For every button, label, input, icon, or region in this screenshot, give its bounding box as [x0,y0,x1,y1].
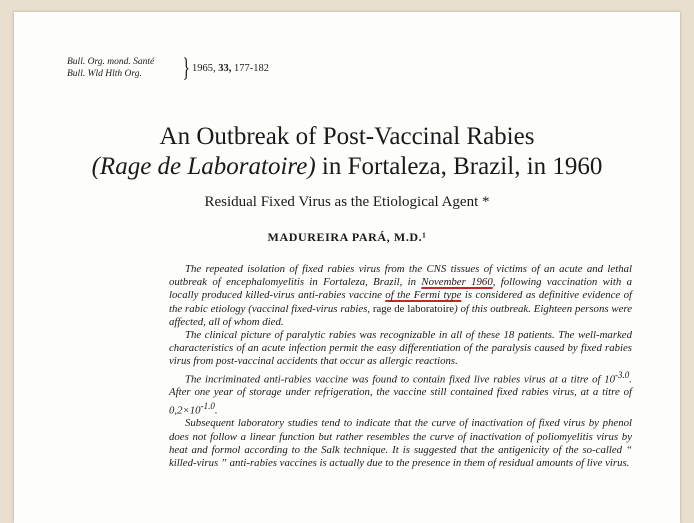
title-rest: in Fortaleza, Brazil, in 1960 [315,153,603,180]
journal-citation [67,56,154,80]
paper-author: MADUREIRA PARÁ, M.D.¹ [267,230,427,244]
paper-page [14,12,680,523]
citation-brace: } [182,53,190,82]
titre-exponent-1: -3.0 [615,369,630,380]
title-line-2 [14,152,680,182]
paper-title [14,122,680,182]
abstract-paragraph-3 [169,369,632,418]
abstract-paragraph-2: The clinical picture of paralytic rabies was recognizable in all of these 18 patients. The well-marked characteristics of an acute infection permit the easy differentiation of the paralysis caused by fixed rabies virus from post-vaccinal accidents that occur as allergic reactions. [169,329,632,368]
abstract-text: The incriminated anti-rabies vaccine was found to contain fixed live rabies virus at a titre of 10 [185,373,616,386]
journal-name-en: Bull. Wld Hlth Org. [67,69,142,79]
abstract-text: , following vaccination with a locally produced killed-virus anti-rabies vaccine [169,276,632,302]
citation-pages: 177-182 [234,63,269,74]
abstract-text: is considered as definitive evidence of the rabic etiology (vaccinal fixed-virus rabies, [169,289,632,315]
citation-year: 1965, [192,63,216,74]
citation-reference [192,63,269,74]
underlined-date: November 1960 [421,276,493,289]
upright-term: rage de laboratoire [372,302,455,315]
abstract-text: . [214,404,218,417]
journal-name-fr: Bull. Org. mond. Santé [67,57,155,67]
abstract-paragraph-1 [169,263,632,329]
titre-exponent-2: -1.0 [200,400,215,411]
underlined-vaccine-type: of the Fermi type [385,289,462,302]
abstract-text: The repeated isolation of fixed rabies virus from the CNS tissues of victims of an acute and lethal outbreak of encephalomyelitis in Fortaleza, Brazil, in [169,263,632,289]
abstract-text: ) of this outbreak. Eighteen persons were affected, all of whom died. [169,302,632,328]
citation-volume: 33, [218,63,232,74]
abstract-text: . After one year of storage under refrigeration, the vaccine still contained fixed rabies virus, at a titre of 0,2×10 [169,373,632,417]
abstract-paragraph-4: Subsequent laboratory studies tend to indicate that the curve of inactivation of fixed virus by phenol does not follow a linear function but rather resembles the curve of inactivation of poliomyelitis virus by heat and formol according to the Salk technique. It is suggested that the antigenicity of the so-called “ killed-virus ” anti-rabies vaccines is actually due to the presence in them of residual amounts of live virus. [169,417,632,470]
abstract [169,263,632,470]
title-italic-part: (Rage de Laboratoire) [91,153,316,180]
title-line-1: An Outbreak of Post-Vaccinal Rabies [159,123,535,150]
paper-subtitle: Residual Fixed Virus as the Etiological Agent * [204,194,490,210]
